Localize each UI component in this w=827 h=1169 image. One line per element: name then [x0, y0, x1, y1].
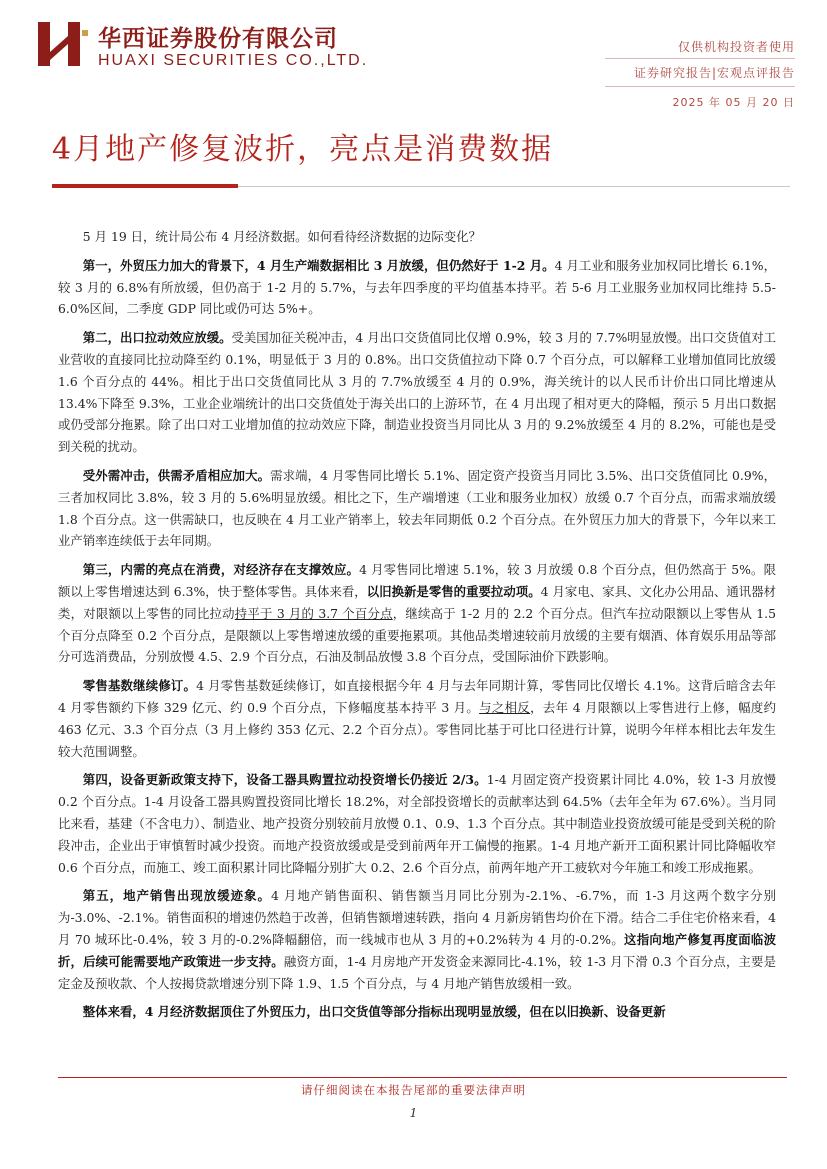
title-divider: [238, 186, 790, 187]
report-header: [0, 0, 827, 120]
company-name-en: HUAXI SECURITIES CO.,LTD.: [98, 52, 369, 69]
report-body: [58, 226, 776, 1030]
bold-text: 第五，地产销售出现放缓迹象。: [82, 888, 271, 904]
underlined-text: 与之相反: [479, 699, 531, 715]
paragraph-text: ，去年 4 月限额以上零售进行上修，幅度约 463 亿元、3.3 个百分点（3 月上修约 353 亿元、2.2 个百分点）。零售同比基于可比口径进行计算，说明今年样本相比去年发生较大范围调整。: [58, 699, 776, 759]
report-title: 4月地产修复波折，亮点是消费数据: [52, 132, 554, 167]
header-divider: [605, 58, 795, 59]
report-category: 证券研究报告|宏观点评报告: [633, 66, 795, 80]
title-accent-bar: [52, 184, 238, 188]
bold-text: 这指向地产修复再度面临波折，后续可能需要地产政策进一步支持。: [58, 931, 776, 969]
bold-text: 第一，外贸压力加大的背景下，4 月生产端数据相比 3 月放缓，但仍然好于 1-2 月。: [82, 257, 555, 273]
body-paragraph: [58, 559, 776, 668]
underlined-text: 持平于 3 月的 3.7 个百分点: [234, 605, 393, 621]
paragraph-text: 4 月零售同比增速 5.1%，较 3 月放缓 0.8 个百分点，但仍然高于 5%。限额以上零售增速达到 6.3%，快于整体零售。具体来看，: [58, 562, 776, 599]
paragraph-text: 5 月 19 日，统计局公布 4 月经济数据。如何看待经济数据的边际变化？: [82, 229, 481, 244]
paragraph-text: 4 月零售基数延续修订，如直接根据今年 4 月与去年同期计算，零售同比仅增长 4.1%。这背后暗含去年 4 月零售额约下修 329 亿元、约 0.9 个百分点，下修幅度基本持平 3 月。: [58, 678, 777, 715]
paragraph-text: 融资方面，1-4 月房地产开发资金来源同比-4.1%，较 1-3 月下滑 0.3 个百分点，主要是定金及预收款、个人按揭贷款增速分别下降 1.9、1.5 个百分点，与 4 月地产销售放缓相一致。: [58, 953, 776, 991]
bold-text: 第三，内需的亮点在消费，对经济存在支撑效应。: [82, 562, 360, 578]
paragraph-text: 受美国加征关税冲击，4 月出口交货值同比仅增 0.9%，较 3 月的 7.7%明显放慢。出口交货值对工业营收的直接同比拉动降至约 0.1%，明显低于 3 月的 0.8%。出口交货值拉动下降 0.7 个百分点，可以解释工业增加值同比放缓 1.6 个百分点的 44%。相比于出口交货值同比从 3 月的 7.7%放缓至 4 月的 0.9%，海关统计的以人民币计价出口同比增速从 13.4%下降至 9.3%，工业企业端统计的出口交货值处于海关出口的上游环节，在 4 月出现了相对更大的降幅，预示 5 月出口数据或仍受部分拖累。除了出口对工业增加值的拉动效应下降，制造业投资当月同比从 3 月的 9.2%放缓至 4 月的 8.2%，可能也是受到关税的扰动。: [58, 330, 777, 455]
huaxi-logo-icon: [38, 22, 88, 66]
header-divider: [605, 86, 795, 87]
bold-text: 第二，出口拉动效应放缓。: [82, 330, 232, 346]
body-paragraph: [58, 465, 776, 552]
body-paragraph: [58, 255, 776, 320]
footer-divider: [58, 1077, 787, 1078]
bold-text: 第四，设备更新政策支持下，设备工器具购置拉动投资增长仍接近 2/3。: [82, 772, 487, 788]
bold-text: 受外需冲击，供需矛盾相应加大。: [82, 467, 271, 483]
bold-text: 以旧换新是零售的重要拉动项。: [366, 583, 541, 599]
bold-text: 零售基数继续修订。: [82, 678, 197, 694]
body-paragraph: [58, 675, 776, 762]
paragraph-text: 需求端，4 月零售同比增长 5.1%、固定资产投资当月同比 3.5%、出口交货值同比 0.9%，三者加权同比 3.8%，较 3 月的 5.6%明显放缓。相比之下，生产端增速（工业和服务业加权）放缓 0.7 个百分点，而需求端放缓 1.8 个百分点。这一供需缺口，也反映在 4 月工业产销率上，较去年同期低 0.2 个百分点。在外贸压力加大的背景下，今年以来工业产销率连续低于去年同期。: [58, 467, 777, 549]
paragraph-text: ，继续高于 1-2 月的 2.2 个百分点。但汽车拉动限额以上零售从 1.5 个百分点降至 0.2 个百分点，是限额以上零售增速放缓的重要拖累项。其他品类增速较前月放缓的主要有烟酒、体育娱乐用品等部分可选消费品，分别放慢 4.5、2.9 个百分点，石油及制品放慢 3.8 个百分点，受国际油价下跌影响。: [58, 605, 777, 665]
paragraph-text: 1-4 月固定资产投资累计同比 4.0%，较 1-3 月放慢 0.2 个百分点。1-4 月设备工器具购置投资同比增长 18.2%，对全部投资增长的贡献率达到 64.5%（去年全年为 67.6%）。当月同比来看，基建（不含电力）、制造业、地产投资分别较前月放慢 0.1、0.9、1.3 个百分点。其中制造业投资放缓可能是受到关税的阶段冲击，企业出于审慎暂时减少投资。而地产投资放缓或是受到前两年开工偏慢的拖累。1-4 月地产新开工面积累计同比降幅收窄 0.6 个百分点，而施工、竣工面积累计同比降幅分别扩大 0.2、2.6 个百分点，前两年地产开工疲软对今年施工和竣工形成拖累。: [58, 772, 777, 875]
body-paragraph: [58, 327, 776, 458]
body-paragraph: [58, 769, 776, 878]
bold-text: 整体来看，4 月经济数据顶住了外贸压力，出口交货值等部分指标出现明显放缓，但在以旧换新、设备更新: [82, 1004, 666, 1020]
page-number: 1: [409, 1106, 418, 1120]
paragraph-text: 4 月家电、家具、文化办公用品、通讯器材类，对限额以上零售的同比拉动: [58, 583, 777, 621]
report-date: 2025 年 05 月 20 日: [672, 96, 795, 109]
body-paragraph: [58, 885, 776, 994]
paragraph-text: 4 月地产销售面积、销售额当月同比分别为-2.1%、-6.7%，而 1-3 月这两个数字分别为-3.0%、-2.1%。销售面积的增速仍然趋于改善，但销售额增速转跌，指向 4 月新房销售均价在下滑。结合二手住宅价格来看，4 月 70 城环比-0.4%，较 3 月的-0.2%降幅翻倍，而一线城市也从 3 月的+0.2%转为 4 月的-0.2%。: [58, 888, 777, 947]
audience-note: 仅供机构投资者使用: [677, 40, 795, 54]
body-paragraph: [58, 1001, 776, 1023]
paragraph-text: 4 月工业和服务业加权同比增长 6.1%，较 3 月的 6.8%有所放缓，但仍高于 1-2 月的 5.7%，与去年四季度的平均值基本持平。若 5-6 月工业服务业加权同比维持 5.5-6.0%区间，二季度 GDP 同比或仍可达 5%+。: [58, 257, 776, 317]
body-paragraph: [58, 226, 776, 248]
legal-notice: 请仔细阅读在本报告尾部的重要法律声明: [301, 1083, 526, 1097]
company-name-cn: 华西证券股份有限公司: [98, 25, 338, 52]
